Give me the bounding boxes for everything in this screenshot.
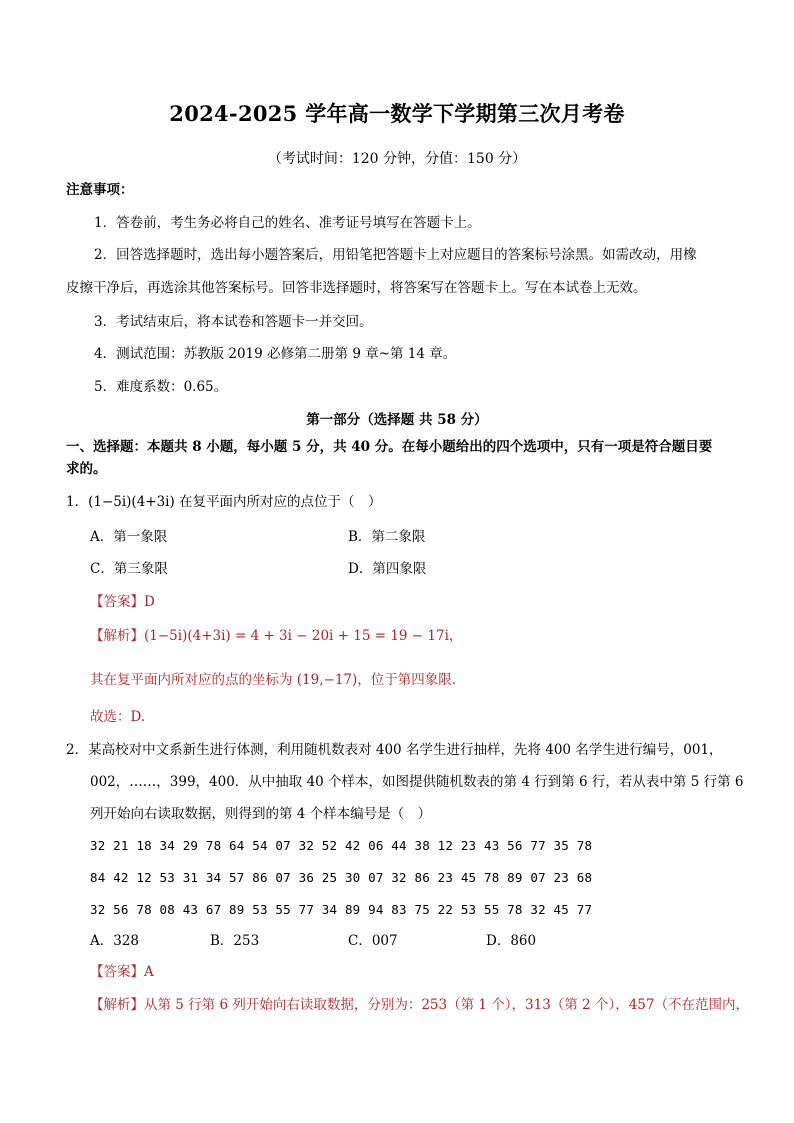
q2-option-c: C．007: [348, 933, 398, 949]
q2-analysis: 【解析】从第 5 行第 6 列开始向右读取数据，分别为：253（第 1 个），313（第 2 个），457（不在范围内，: [90, 997, 749, 1013]
random-table-row-4: 32 21 18 34 29 78 64 54 07 32 52 42 06 44 38 12 23 43 56 77 35 78: [90, 838, 593, 853]
random-table-row-5: 84 42 12 53 31 34 57 86 07 36 25 30 07 32 86 23 45 78 89 07 23 68: [90, 870, 593, 885]
note-1: 1．答卷前，考生务必将自己的姓名、准考证号填写在答题卡上。: [94, 215, 481, 231]
q2-option-a: A．328: [90, 933, 140, 949]
note-3: 3．考试结束后，将本试卷和答题卡一并交回。: [94, 314, 373, 330]
q2-answer: 【答案】A: [90, 964, 154, 980]
q2-stem-cont-2: 列开始向右读取数据，则得到的第 4 个样本编号是（ ）: [90, 806, 432, 822]
page-title: 2024-2025 学年高一数学下学期第三次月考卷: [169, 101, 625, 126]
note-2-cont: 皮擦干净后，再选涂其他答案标号。回答非选择题时，将答案写在答题卡上。写在本试卷上无效。: [66, 280, 647, 296]
q1-option-c: C．第三象限: [90, 561, 168, 577]
q1-analysis-cont: 其在复平面内所对应的点的坐标为 (19,−17)，位于第四象限.: [90, 672, 457, 688]
q1-stem: 1．(1−5i)(4+3i) 在复平面内所对应的点位于（ ）: [66, 494, 382, 510]
q1-answer: 【答案】D: [90, 594, 155, 610]
q2-option-b: B．253: [210, 933, 260, 949]
q1-option-a: A．第一象限: [90, 529, 168, 545]
note-4: 4．测试范围：苏教版 2019 必修第二册第 9 章~第 14 章。: [94, 346, 457, 362]
random-table-row-6: 32 56 78 08 43 67 89 53 55 77 34 89 94 83 75 22 53 55 78 32 45 77: [90, 902, 593, 917]
q1-analysis: 【解析】(1−5i)(4+3i) = 4 + 3i − 20i + 15 = 19 − 17i，: [90, 628, 463, 644]
note-5: 5．难度系数：0.65。: [94, 379, 228, 395]
note-2: 2．回答选择题时，选出每小题答案后，用铅笔把答题卡上对应题目的答案标号涂黑。如需改动，用橡: [94, 247, 697, 263]
q2-stem: 2．某高校对中文系新生进行体测，利用随机数表对 400 名学生进行抽样，先将 400 名学生进行编号，001，: [66, 742, 723, 758]
q2-stem-cont-1: 002，……，399，400．从中抽取 40 个样本，如图提供随机数表的第 4 行到第 6 行，若从表中第 5 行第 6: [90, 774, 744, 790]
q1-option-b: B．第二象限: [348, 529, 426, 545]
q1-option-d: D．第四象限: [348, 561, 427, 577]
notes-heading: 注意事项：: [66, 182, 134, 198]
exam-info: （考试时间：120 分钟，分值：150 分）: [267, 151, 527, 167]
section-heading: 一、选择题：本题共 8 小题，每小题 5 分，共 40 分。在每小题给出的四个选项中，只有一项是符合题目要: [66, 439, 713, 455]
q1-conclusion: 故选：D.: [90, 709, 146, 725]
q2-option-d: D．860: [486, 933, 537, 949]
section-heading-cont: 求的。: [66, 461, 107, 477]
part-heading: 第一部分（选择题 共 58 分）: [306, 412, 488, 428]
